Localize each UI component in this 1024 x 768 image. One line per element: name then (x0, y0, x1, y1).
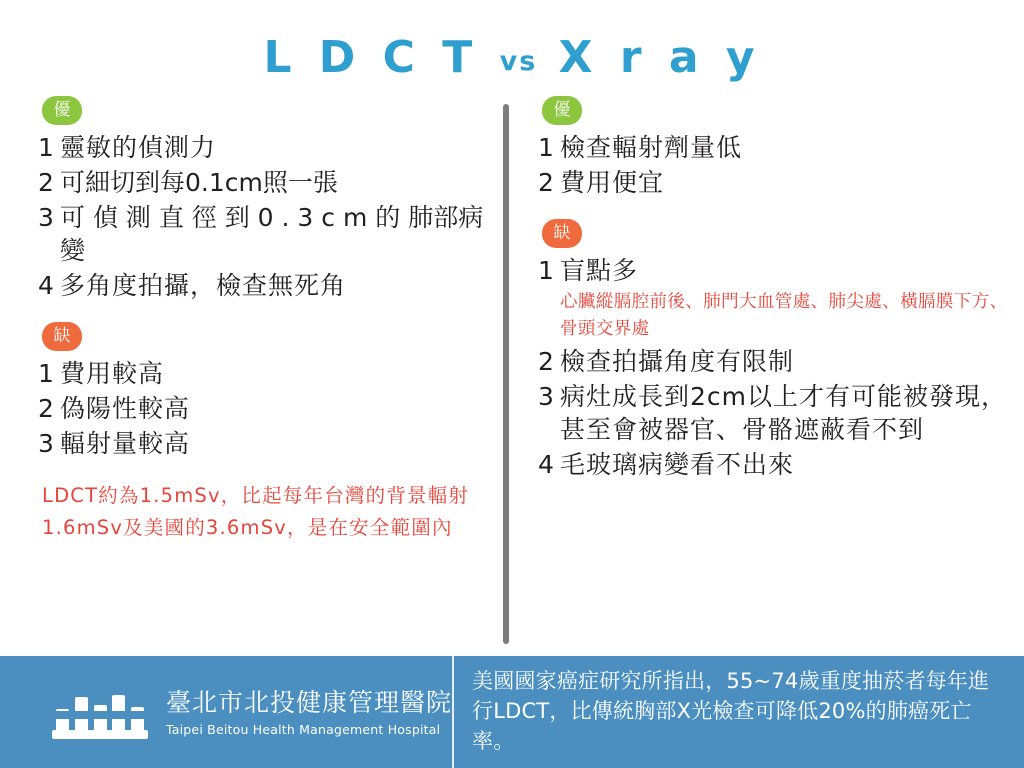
footer-bar (0, 656, 1024, 768)
xray-column (538, 96, 1008, 483)
item-number: 4 (538, 450, 554, 480)
title-right: X r a y (558, 32, 761, 83)
item-text: 毛玻璃病變看不出來 (560, 450, 795, 480)
item-number: 1 (38, 133, 54, 162)
item-number: 1 (38, 359, 54, 388)
xray-pros-list (538, 131, 1008, 199)
item-text: 靈敏的偵測力 (60, 133, 217, 162)
list-item (538, 166, 1008, 199)
item-text: 輻射量較高 (60, 429, 191, 458)
hospital-name-en: Taipei Beitou Health Management Hospital (166, 721, 441, 737)
item-text: 檢查輻射劑量低 (560, 133, 743, 162)
spacer (38, 304, 490, 322)
column-divider (503, 104, 509, 644)
footer-divider (452, 656, 454, 768)
title-vs: vs (499, 46, 538, 77)
xray-cons-list (538, 254, 1008, 481)
list-item (538, 131, 1008, 164)
item-number: 2 (538, 347, 554, 377)
list-item (38, 201, 490, 267)
list-item (538, 254, 1008, 343)
item-number: 1 (538, 133, 554, 162)
xray-cons-header (542, 219, 1008, 248)
xray-pros-header (542, 96, 1008, 125)
item-text: 偽陽性較高 (60, 394, 191, 423)
pro-badge: 優 (542, 96, 582, 125)
ldct-cons-header (42, 322, 490, 351)
item-text: 盲點多 (560, 256, 639, 285)
item-number: 3 (38, 429, 54, 458)
list-item (538, 448, 1008, 481)
item-text: 可細切到每0.1cm照一張 (60, 168, 338, 197)
list-item (38, 131, 490, 164)
pro-badge: 優 (42, 96, 82, 125)
hospital-logo (0, 656, 452, 768)
list-item (38, 427, 490, 460)
item-number: 2 (538, 168, 554, 197)
list-item (538, 380, 1008, 446)
list-item (38, 357, 490, 390)
ldct-column (38, 96, 490, 543)
con-badge: 缺 (542, 219, 582, 248)
item-text: 可 偵 測 直 徑 到 0 . 3 c m 的 肺部病變 (60, 203, 484, 265)
hospital-building-icon (48, 681, 152, 743)
ldct-cons-list (38, 357, 490, 460)
list-item (538, 345, 1008, 378)
item-number: 2 (38, 394, 54, 423)
item-text: 費用便宜 (560, 168, 665, 197)
item-number: 3 (38, 203, 54, 232)
ldct-radiation-note: LDCT約為1.5mSv，比起每年台灣的背景輻射1.6mSv及美國的3.6mSv，是在安全範圍內 (42, 484, 470, 539)
list-item (38, 269, 490, 302)
item-text: 檢查拍攝角度有限制 (560, 347, 795, 377)
item-text: 費用較高 (60, 359, 165, 388)
item-text: 病灶成長到2cm以上才有可能被發現，甚至會被器官、骨骼遮蔽看不到 (560, 382, 1008, 445)
list-item (38, 392, 490, 425)
title-left: L D C T (263, 32, 479, 83)
item-number: 2 (38, 168, 54, 197)
item-number: 4 (38, 271, 54, 300)
ldct-pros-list (38, 131, 490, 302)
con-badge: 缺 (42, 322, 82, 351)
item-subnote: 心臟縱膈腔前後、肺門大血管處、肺尖處、橫膈膜下方、骨頭交界處 (560, 292, 1008, 340)
hospital-name-zh: 臺北市北投健康管理醫院 (166, 687, 453, 717)
item-number: 1 (538, 256, 554, 285)
footer-statement: 美國國家癌症研究所指出，55~74歲重度抽菸者每年進行LDCT，比傳統胸部X光檢查可降低20%的肺癌死亡率。 (472, 669, 990, 753)
spacer (538, 201, 1008, 219)
item-number: 3 (538, 382, 554, 412)
ldct-pros-header (42, 96, 490, 125)
list-item (38, 166, 490, 199)
page-title (0, 32, 1024, 83)
item-text: 多角度拍攝，檢查無死角 (60, 271, 347, 300)
